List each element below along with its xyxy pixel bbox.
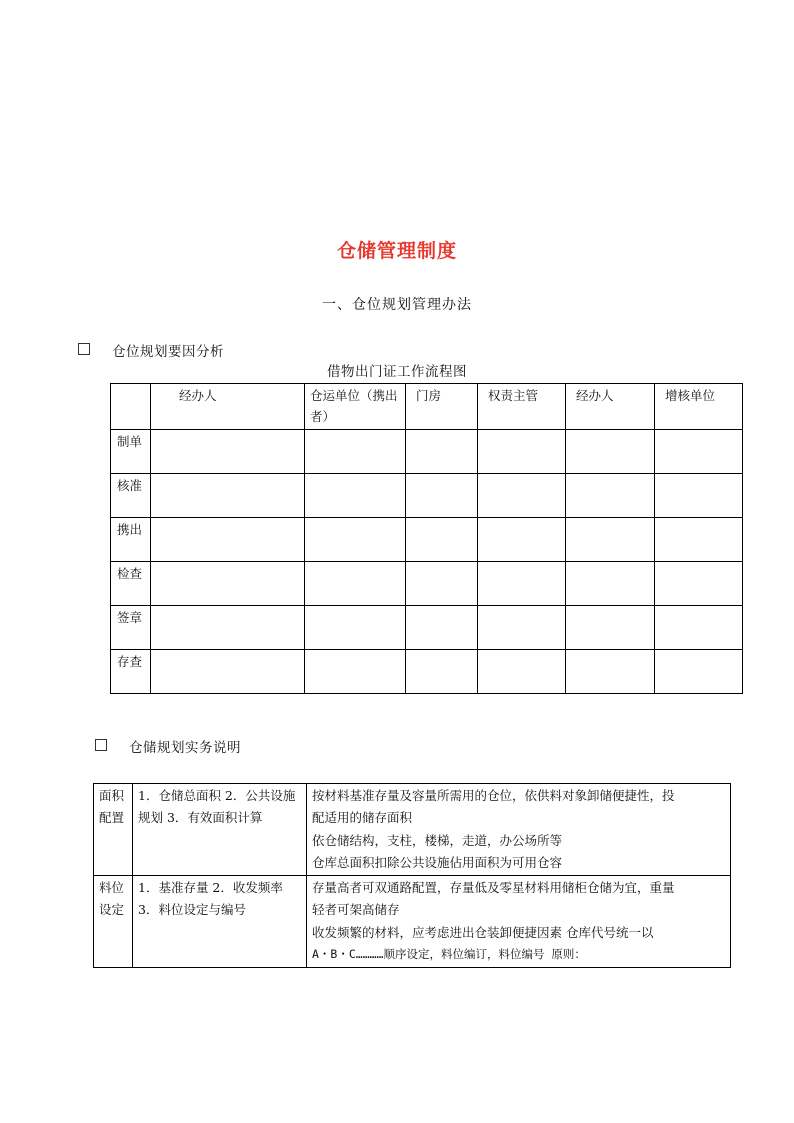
description-line: A・B・C…………顺序设定，料位编订，料位编号 原则： [312,946,586,961]
table-row [111,518,743,562]
flow-table [110,383,743,694]
flow-cell [478,650,566,694]
flow-cell [151,606,305,650]
flow-cell [151,650,305,694]
flow-cell [566,430,655,474]
flow-cell [406,650,478,694]
flow-cell [478,518,566,562]
table-row [111,474,743,518]
table-row [111,606,743,650]
flow-cell [406,562,478,606]
flow-row-label-make-order: 制单 [111,430,151,474]
description-line: 按材料基准存量及容量所需用的仓位，依供料对象卸储便捷性，投 [312,788,675,803]
practice-category-area-allocation: 面积配置 [94,784,133,876]
flow-row-label-approve: 核准 [111,474,151,518]
flow-cell [478,474,566,518]
description-line: 配适用的储存面积 [312,810,413,826]
description-line: 轻者可架高储存 [312,902,400,918]
flow-row-label-inspect: 检查 [111,562,151,606]
flow-cell [655,518,743,562]
flow-table-header-row [111,384,743,430]
bullet-heading-planning-factors [78,340,224,360]
square-bullet-icon [78,343,90,355]
page-title: 仓储管理制度 [336,240,457,262]
table-row [111,430,743,474]
flow-cell [566,474,655,518]
practice-description-bin-setup [307,876,731,968]
flow-cell [478,430,566,474]
flow-cell [566,562,655,606]
flow-table-header-warehouse-unit: 仓运单位（携出者） [305,384,406,430]
flow-row-label-sign-seal: 签章 [111,606,151,650]
flow-cell [305,650,406,694]
description-line: 依仓储结构，支柱，楼梯，走道，办公场所等 [312,832,563,848]
flow-cell [305,606,406,650]
section-heading: 一、仓位规划管理办法 [322,297,472,313]
practice-category-bin-setup: 料位设定 [94,876,133,968]
flow-cell [566,606,655,650]
practice-items-bin-setup: 1．基准存量 2．收发频率 3．料位设定与编号 [133,876,307,968]
flow-cell [478,606,566,650]
flow-cell [655,562,743,606]
square-bullet-icon [95,739,107,751]
flow-cell [305,518,406,562]
flow-cell [151,474,305,518]
flow-table-header-handler-2: 经办人 [566,384,655,430]
bullet-heading-practice-notes [95,736,241,756]
flow-table-caption: 借物出门证工作流程图 [327,364,467,380]
flow-cell [305,562,406,606]
practice-table [93,783,731,968]
flow-cell [655,650,743,694]
flow-cell [406,606,478,650]
flow-cell [406,518,478,562]
description-line: 收发频繁的材料，应考虑进出仓装卸便捷因素 仓库代号统一以 [312,924,654,940]
flow-cell [151,562,305,606]
flow-cell [655,474,743,518]
flow-cell [151,430,305,474]
flow-cell [655,606,743,650]
flow-cell [406,430,478,474]
description-line: 仓库总面积扣除公共设施佔用面积为可用仓容 [312,854,563,870]
flow-row-label-carry-out: 携出 [111,518,151,562]
flow-cell [566,650,655,694]
bullet-heading-1-label: 仓位规划要因分析 [112,344,224,360]
flow-table-header-gatehouse: 门房 [406,384,478,430]
flow-table-header-handler-1: 经办人 [151,384,305,430]
flow-cell [478,562,566,606]
flow-table-header-supervisor: 权责主管 [478,384,566,430]
flow-cell [566,518,655,562]
practice-items-area-allocation: 1．仓储总面积 2．公共设施规划 3．有效面积计算 [133,784,307,876]
flow-row-label-file-record: 存查 [111,650,151,694]
flow-cell [305,430,406,474]
flow-cell [305,474,406,518]
flow-cell [406,474,478,518]
table-row [94,784,731,876]
table-row [94,876,731,968]
description-line: 存量高者可双通路配置，存量低及零星材料用储柜仓储为宜，重量 [312,880,675,895]
practice-description-area-allocation [307,784,731,876]
table-row [111,562,743,606]
bullet-heading-2-label: 仓储规划实务说明 [129,740,241,756]
flow-table-header-audit-unit: 增核单位 [655,384,743,430]
flow-cell [151,518,305,562]
flow-cell [655,430,743,474]
flow-table-header-corner [111,384,151,430]
table-row [111,650,743,694]
